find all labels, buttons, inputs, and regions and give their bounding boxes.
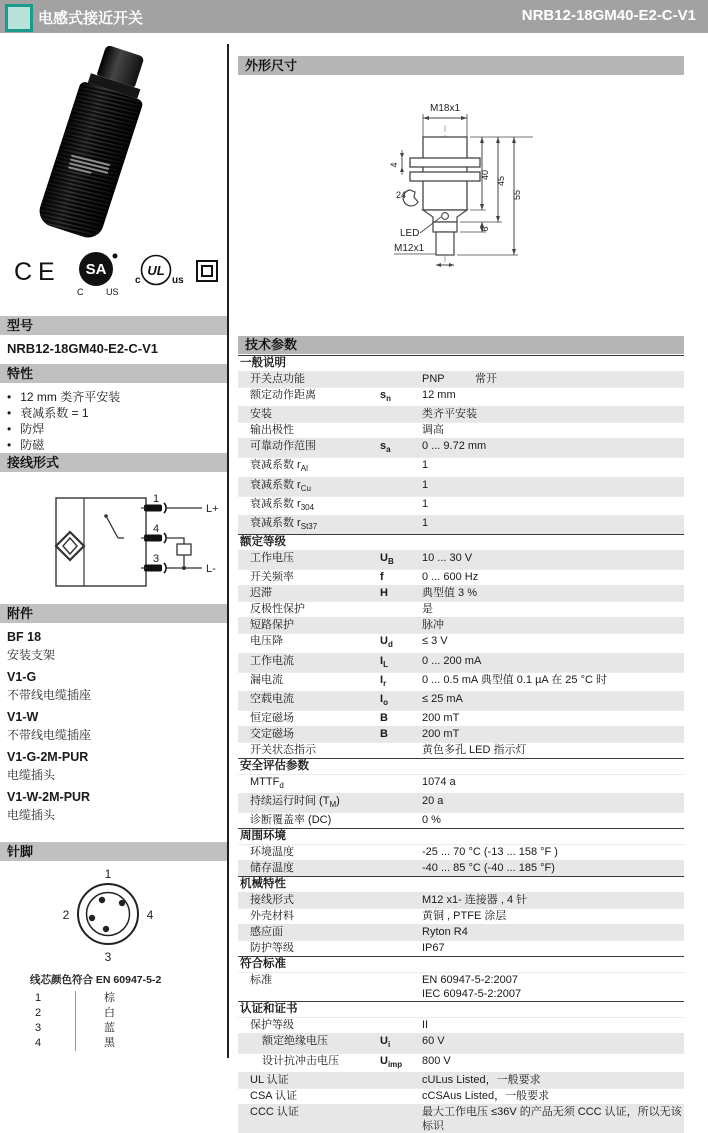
wiring-diagram bbox=[6, 486, 221, 608]
tech-row-value: 20 a bbox=[422, 795, 444, 808]
tech-row-value: EN 60947-5-2:2007 IEC 60947-5-2:2007 bbox=[422, 974, 522, 1001]
accessory-description: 安装支架 bbox=[7, 648, 56, 662]
tech-row bbox=[238, 774, 684, 793]
wire-color-name: 白 bbox=[75, 1006, 115, 1021]
svg-text:55: 55 bbox=[512, 189, 522, 201]
svg-text:24: 24 bbox=[396, 190, 407, 200]
tech-row-label: 短路保护 bbox=[250, 619, 294, 632]
tech-row-label: 开关状态指示 bbox=[250, 744, 316, 757]
tech-row-label: 诊断覆盖率 (DC) bbox=[250, 814, 332, 827]
wire-color-name: 蓝 bbox=[75, 1021, 115, 1036]
tech-row-value: 调高 bbox=[422, 424, 444, 437]
wire-pin-number: 4 bbox=[35, 1037, 42, 1049]
tech-row-symbol: $U_{imp}$ bbox=[380, 1054, 403, 1069]
section-header-dimensions: 外形尺寸 bbox=[238, 56, 684, 75]
wire-color-row bbox=[30, 991, 190, 1006]
feature-item: • 衰减系数 = 1 bbox=[7, 405, 120, 421]
tech-row bbox=[238, 844, 684, 860]
svg-text:US: US bbox=[106, 287, 119, 297]
tech-row-value: 0 ... 0.5 mA 典型值 0.1 µA 在 25 °C 时 bbox=[422, 673, 607, 686]
tech-row-value: ≤ 3 V bbox=[422, 635, 448, 648]
tech-row-symbol: $U_i$ bbox=[380, 1035, 391, 1050]
tech-row bbox=[238, 1033, 684, 1052]
wire-color-row bbox=[30, 1021, 190, 1036]
tech-row-value: Ryton R4 bbox=[422, 926, 468, 939]
tech-row-symbol: B bbox=[380, 712, 388, 725]
tech-row-label: 衰减系数 $r_{304}$ bbox=[250, 497, 315, 512]
svg-text:3: 3 bbox=[104, 950, 112, 964]
tech-row-label: 安装 bbox=[250, 408, 272, 421]
dimension-drawing bbox=[388, 95, 608, 295]
wire-pin-number: 2 bbox=[35, 1007, 42, 1019]
svg-text:45: 45 bbox=[496, 175, 506, 187]
wire-pin-number: 1 bbox=[35, 992, 42, 1004]
tech-row-label: $MTTF_d$ bbox=[250, 776, 284, 791]
tech-section-header: 额定等级 bbox=[238, 534, 684, 550]
tech-row-value: 类齐平安装 bbox=[422, 408, 477, 421]
tech-row bbox=[238, 812, 684, 828]
accessory-code: V1-G bbox=[7, 670, 37, 684]
sensor-print-label bbox=[67, 153, 110, 180]
tech-row-value: 0 ... 200 mA bbox=[422, 654, 482, 667]
tech-row bbox=[238, 406, 684, 422]
tech-row-value: 0 ... 9.72 mm bbox=[422, 440, 487, 453]
tech-row bbox=[238, 742, 684, 758]
tech-row bbox=[238, 617, 684, 633]
tech-row bbox=[238, 672, 684, 691]
tech-row-value: 1074 a bbox=[422, 776, 456, 789]
svg-text:1: 1 bbox=[104, 867, 112, 881]
tech-row-label: 外壳材料 bbox=[250, 910, 294, 923]
tech-row-label: 储存温度 bbox=[250, 862, 294, 875]
tech-row-label: 反极性保护 bbox=[250, 603, 305, 616]
tech-row-value-2: 常开 bbox=[475, 373, 497, 385]
tech-row bbox=[238, 422, 684, 438]
accessory-code: BF 18 bbox=[7, 630, 42, 644]
tech-row-label: 衰减系数 $r_{Al}$ bbox=[250, 459, 308, 474]
tech-row-symbol: $I_r$ bbox=[380, 673, 387, 688]
product-category-title: 电感式接近开关 bbox=[38, 10, 144, 27]
svg-text:c: c bbox=[135, 275, 141, 286]
tech-row-symbol: $s_n$ bbox=[380, 389, 392, 404]
tech-row-symbol: f bbox=[380, 571, 384, 584]
tech-row-value: 脉冲 bbox=[422, 619, 444, 632]
tech-row bbox=[238, 633, 684, 652]
svg-text:L-: L- bbox=[206, 563, 216, 575]
tech-row-label: 漏电流 bbox=[250, 673, 283, 686]
tech-row bbox=[238, 550, 684, 569]
svg-text:4: 4 bbox=[146, 908, 154, 922]
tech-row-label: 恒定磁场 bbox=[250, 712, 294, 725]
tech-row bbox=[238, 477, 684, 496]
svg-text:L+: L+ bbox=[206, 503, 219, 515]
accessory-code: V1-W-2M-PUR bbox=[7, 790, 91, 804]
right-column bbox=[238, 0, 684, 1132]
tech-row-label: 迟滞 bbox=[250, 587, 272, 600]
tech-row bbox=[238, 892, 684, 908]
tech-row-label: 标准 bbox=[250, 974, 272, 987]
tech-row-value: 最大工作电压 ≤36V 的产品无须 CCC 认证，所以无该 标识 bbox=[422, 1105, 682, 1132]
tech-row-label: 交定磁场 bbox=[250, 728, 294, 741]
tech-row-value: 1 bbox=[422, 497, 429, 510]
tech-row-label: 电压降 bbox=[250, 635, 283, 648]
tech-row bbox=[238, 653, 684, 672]
wire-color-row bbox=[30, 1036, 190, 1051]
sensor-cylinder-image bbox=[35, 41, 156, 242]
tech-row bbox=[238, 387, 684, 406]
wire-color-name: 黑 bbox=[75, 1036, 115, 1051]
tech-section-header: 周围环境 bbox=[238, 828, 684, 844]
wire-pin-number: 3 bbox=[35, 1022, 42, 1034]
header-model-number: NRB12-18GM40-E2-C-V1 bbox=[521, 7, 696, 24]
accessory-list bbox=[7, 627, 220, 827]
tech-row-value: ≤ 25 mA bbox=[422, 692, 463, 705]
tech-row bbox=[238, 496, 684, 515]
tech-row-value: 黄色多孔 LED 指示灯 bbox=[422, 744, 527, 757]
svg-text:UL: UL bbox=[147, 263, 165, 278]
tech-row-label: 额定动作距离 bbox=[250, 389, 316, 401]
sensor-symbol-icon bbox=[56, 532, 84, 560]
tech-row-label: 输出极性 bbox=[250, 424, 294, 437]
tech-row-label: 衰减系数 $r_{Cu}$ bbox=[250, 478, 311, 493]
svg-text:40: 40 bbox=[480, 169, 490, 181]
tech-row bbox=[238, 457, 684, 476]
svg-text:M18x1: M18x1 bbox=[429, 103, 461, 114]
tech-row bbox=[238, 569, 684, 585]
tech-row-value: 800 V bbox=[422, 1054, 451, 1067]
tech-row-value: 典型值 3 % bbox=[422, 587, 478, 600]
tech-row-symbol: $I_L$ bbox=[380, 654, 388, 669]
tech-row-label: 保护等级 bbox=[250, 1019, 294, 1032]
tech-row-label: 额定绝缘电压 bbox=[262, 1035, 328, 1048]
tech-row-label: 开关点功能 bbox=[250, 373, 305, 385]
svg-text:6: 6 bbox=[480, 226, 490, 232]
tech-row bbox=[238, 924, 684, 940]
tech-row-label: 持续运行时间 $(T_M)$ bbox=[250, 795, 340, 810]
tech-row-symbol: H bbox=[380, 587, 388, 600]
tech-row-value: PNP bbox=[422, 373, 445, 385]
svg-text:3: 3 bbox=[153, 553, 160, 565]
tech-row bbox=[238, 972, 684, 1001]
tech-row-value: M12 x1- 连接器 , 4 针 bbox=[422, 894, 528, 907]
connector-pinout-diagram bbox=[0, 866, 227, 966]
tech-row-label: 空载电流 bbox=[250, 692, 294, 705]
tech-row-value: 1 bbox=[422, 516, 429, 529]
tech-row-symbol: $U_d$ bbox=[380, 635, 393, 650]
ce-mark-icon: CE bbox=[14, 258, 61, 286]
tech-row-value: 10 ... 30 V bbox=[422, 552, 473, 565]
tech-row-label: 开关频率 bbox=[250, 571, 294, 584]
tech-row bbox=[238, 438, 684, 457]
model-number: NRB12-18GM40-E2-C-V1 bbox=[7, 341, 158, 356]
wire-color-note: 线芯颜色符合 EN 60947-5-2 bbox=[30, 974, 162, 986]
tech-row-label: 防护等级 bbox=[250, 942, 294, 955]
tech-section-header: 符合标准 bbox=[238, 956, 684, 972]
sensor-threaded-body-image bbox=[35, 81, 144, 242]
tech-row bbox=[238, 710, 684, 726]
tech-row-symbol: $s_a$ bbox=[380, 440, 391, 455]
tech-row bbox=[238, 691, 684, 710]
tech-row bbox=[238, 1053, 684, 1072]
tech-row bbox=[238, 371, 684, 387]
accessory-code: V1-W bbox=[7, 710, 39, 724]
ul-logo-icon bbox=[128, 253, 186, 295]
tech-row bbox=[238, 726, 684, 742]
tech-row-value: 是 bbox=[422, 603, 433, 616]
tech-row bbox=[238, 1072, 684, 1088]
tech-row bbox=[238, 1088, 684, 1104]
tech-row bbox=[238, 908, 684, 924]
tech-row-value: II bbox=[422, 1019, 429, 1032]
section-header-pinout: 针脚 bbox=[0, 842, 227, 861]
protection-class-2-icon bbox=[196, 260, 218, 282]
svg-text:us: us bbox=[172, 275, 184, 286]
tech-row-label: CSA 认证 bbox=[250, 1089, 298, 1102]
tech-section-header: 认证和证书 bbox=[238, 1001, 684, 1017]
tech-row-value: 12 mm bbox=[422, 389, 456, 401]
tech-row bbox=[238, 793, 684, 812]
tech-row-label: 接线形式 bbox=[250, 894, 294, 907]
tech-row-label: 工作电压 bbox=[250, 552, 294, 565]
tech-section-header: 安全评估参数 bbox=[238, 758, 684, 774]
wire-color-name: 棕 bbox=[75, 991, 115, 1006]
svg-text:2: 2 bbox=[62, 908, 70, 922]
csa-logo-icon bbox=[70, 247, 124, 301]
tech-row-value: -25 ... 70 °C (-13 ... 158 °F ) bbox=[422, 846, 558, 859]
tech-row-value: 1 bbox=[422, 459, 429, 472]
left-column bbox=[0, 0, 227, 1058]
tech-row-value: -40 ... 85 °C (-40 ... 185 °F) bbox=[422, 862, 555, 875]
tech-row-value: 200 mT bbox=[422, 728, 460, 741]
product-photo bbox=[58, 50, 208, 245]
wire-color-table bbox=[30, 991, 190, 1051]
tech-row-value: 1 bbox=[422, 478, 429, 491]
tech-row bbox=[238, 1104, 684, 1133]
accessory-code: V1-G-2M-PUR bbox=[7, 750, 89, 764]
svg-text:SA: SA bbox=[85, 261, 107, 278]
svg-text:4: 4 bbox=[153, 523, 160, 535]
tech-row bbox=[238, 940, 684, 956]
tech-row-label: 可靠动作范围 bbox=[250, 440, 316, 453]
tech-row bbox=[238, 860, 684, 876]
accessory-description: 电缆插头 bbox=[7, 808, 56, 822]
section-header-model: 型号 bbox=[0, 316, 227, 335]
feature-item: • 防磁 bbox=[7, 437, 120, 453]
svg-text:C: C bbox=[77, 287, 84, 297]
tech-row-symbol: $I_o$ bbox=[380, 692, 388, 708]
tech-row-value: cCSAus Listed，一般要求 bbox=[422, 1089, 550, 1102]
svg-text:M12x1: M12x1 bbox=[394, 243, 425, 254]
feature-item: • 防焊 bbox=[7, 421, 120, 437]
tech-row-symbol: B bbox=[380, 728, 388, 741]
tech-row-value: IP67 bbox=[422, 942, 445, 955]
tech-row-value: 黄铜 , PTFE 涂层 bbox=[422, 910, 507, 923]
accessory-description: 不带线电缆插座 bbox=[7, 728, 92, 742]
tech-row-value: 0 ... 600 Hz bbox=[422, 571, 479, 584]
tech-row-label: 环境温度 bbox=[250, 846, 294, 859]
tech-row bbox=[238, 585, 684, 601]
section-header-accessories: 附件 bbox=[0, 604, 227, 623]
feature-item: • 12 mm 类齐平安装 bbox=[7, 389, 120, 405]
svg-text:1: 1 bbox=[153, 493, 160, 505]
tech-row bbox=[238, 601, 684, 617]
svg-text:4: 4 bbox=[389, 162, 399, 168]
feature-list bbox=[7, 389, 120, 453]
tech-row-label: 设计抗冲击电压 bbox=[262, 1054, 339, 1067]
tech-parameter-table bbox=[238, 355, 684, 1133]
tech-row bbox=[238, 515, 684, 534]
tech-row-label: 感应面 bbox=[250, 926, 283, 939]
tech-row-label: 衰减系数 $r_{St37}$ bbox=[250, 516, 318, 532]
tech-row bbox=[238, 1017, 684, 1033]
tech-row-label: UL 认证 bbox=[250, 1073, 289, 1086]
tech-row-value: 200 mT bbox=[422, 712, 460, 725]
svg-text:LED: LED bbox=[400, 228, 420, 239]
tech-section-header: 一般说明 bbox=[238, 355, 684, 371]
column-divider bbox=[227, 44, 229, 1058]
tech-row-label: CCC 认证 bbox=[250, 1105, 299, 1118]
tech-row-label: 工作电流 bbox=[250, 654, 294, 667]
section-header-connection: 接线形式 bbox=[0, 453, 227, 472]
accessory-description: 电缆插头 bbox=[7, 768, 56, 782]
certification-logos bbox=[0, 245, 227, 305]
tech-row-value: 0 % bbox=[422, 814, 441, 827]
wire-color-row bbox=[30, 1006, 190, 1021]
section-header-features: 特性 bbox=[0, 364, 227, 383]
tech-row-value: 60 V bbox=[422, 1035, 445, 1048]
tech-section-header: 机械特性 bbox=[238, 876, 684, 892]
accessory-description: 不带线电缆插座 bbox=[7, 688, 92, 702]
tech-row-value: cULus Listed，一般要求 bbox=[422, 1073, 541, 1086]
section-header-tech: 技术参数 bbox=[238, 336, 684, 354]
tech-row-symbol: $U_B$ bbox=[380, 552, 394, 567]
